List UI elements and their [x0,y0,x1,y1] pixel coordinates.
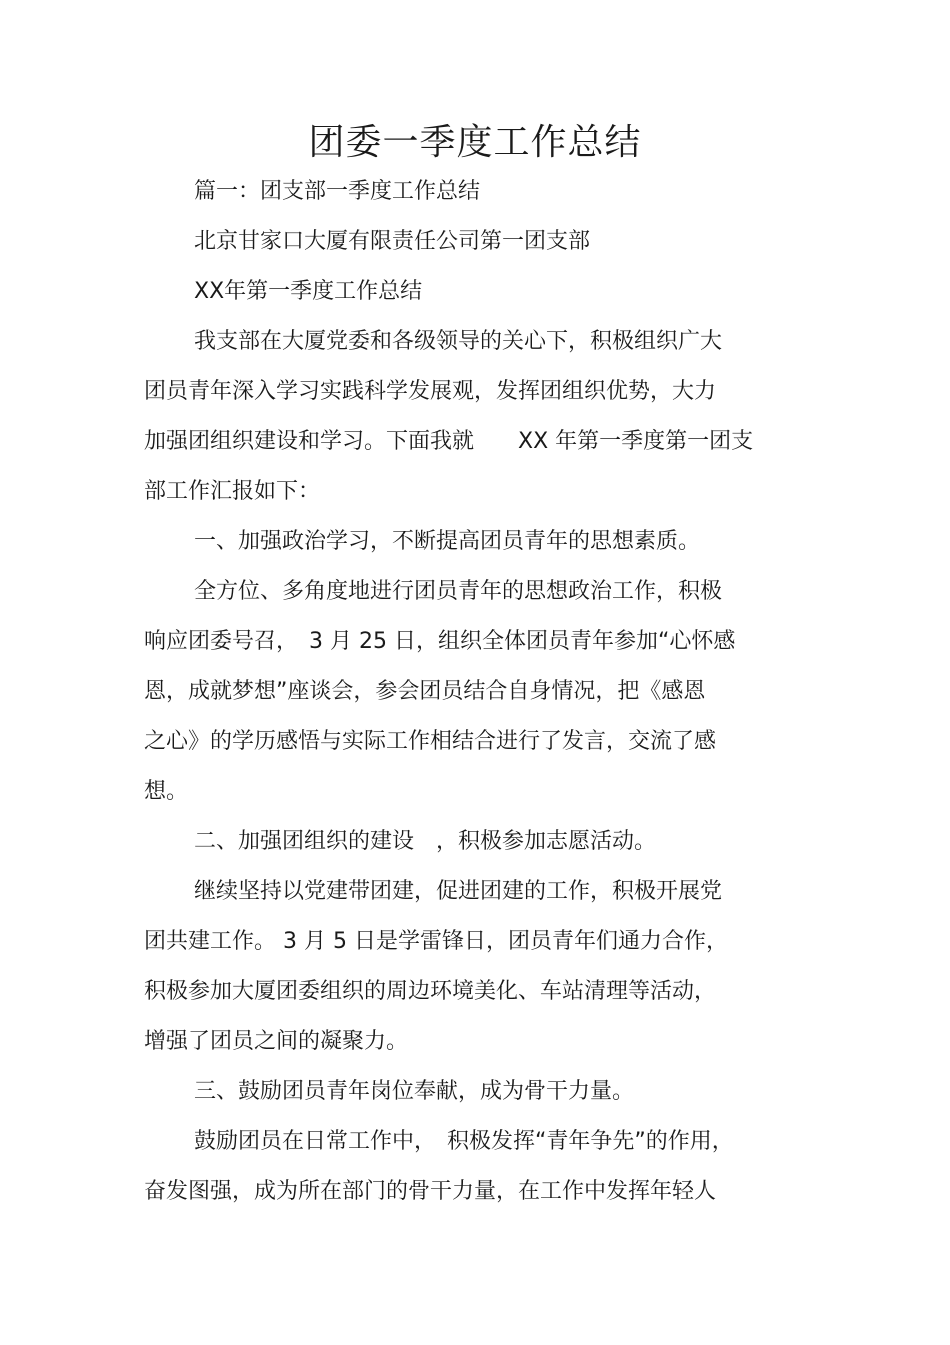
paragraph-line: 团共建工作。 3 月 5 日是学雷锋日，团员青年们通力合作， [144,929,728,954]
paragraph-line: 部工作汇报如下： [144,479,321,504]
document-title: 团委一季度工作总结 [308,122,642,163]
paragraph-line: 团员青年深入学习实践科学发展观，发挥团组织优势，大力 [144,379,717,404]
paragraph-line: 增强了团员之间的凝聚力。 [144,1029,409,1054]
section-heading: 三、鼓励团员青年岗位奉献，成为骨干力量。 [194,1079,635,1104]
paragraph-line: 之心》的学历感悟与实际工作相结合进行了发言，交流了感 [144,729,717,754]
section-heading: 二、加强团组织的建设 ，积极参加志愿活动。 [194,829,657,854]
paragraph-line: 我支部在大厦党委和各级领导的关心下，积极组织广大 [194,329,723,354]
paragraph-line: 响应团委号召， 3 月 25 日，组织全体团员青年参加“心怀感 [144,629,736,654]
report-title-line: XX年第一季度工作总结 [194,279,423,304]
organization-line: 北京甘家口大厦有限责任公司第一团支部 [194,229,591,254]
paragraph-line: 积极参加大厦团委组织的周边环境美化、车站清理等活动， [144,979,717,1004]
subtitle-line: 篇一：团支部一季度工作总结 [194,179,481,204]
paragraph-line: 恩，成就梦想”座谈会，参会团员结合自身情况，把《感恩 [144,679,706,704]
section-heading: 一、加强政治学习，不断提高团员青年的思想素质。 [194,529,701,554]
paragraph-line: 奋发图强，成为所在部门的骨干力量，在工作中发挥年轻人 [144,1179,717,1204]
paragraph-line: 全方位、多角度地进行团员青年的思想政治工作，积极 [194,579,723,604]
paragraph-line: 继续坚持以党建带团建，促进团建的工作，积极开展党 [194,879,723,904]
paragraph-line: 鼓励团员在日常工作中， 积极发挥“青年争先”的作用， [194,1129,734,1154]
paragraph-line: 想。 [144,779,189,804]
paragraph-line: 加强团组织建设和学习。下面我就 XX 年第一季度第一团支 [144,429,754,454]
